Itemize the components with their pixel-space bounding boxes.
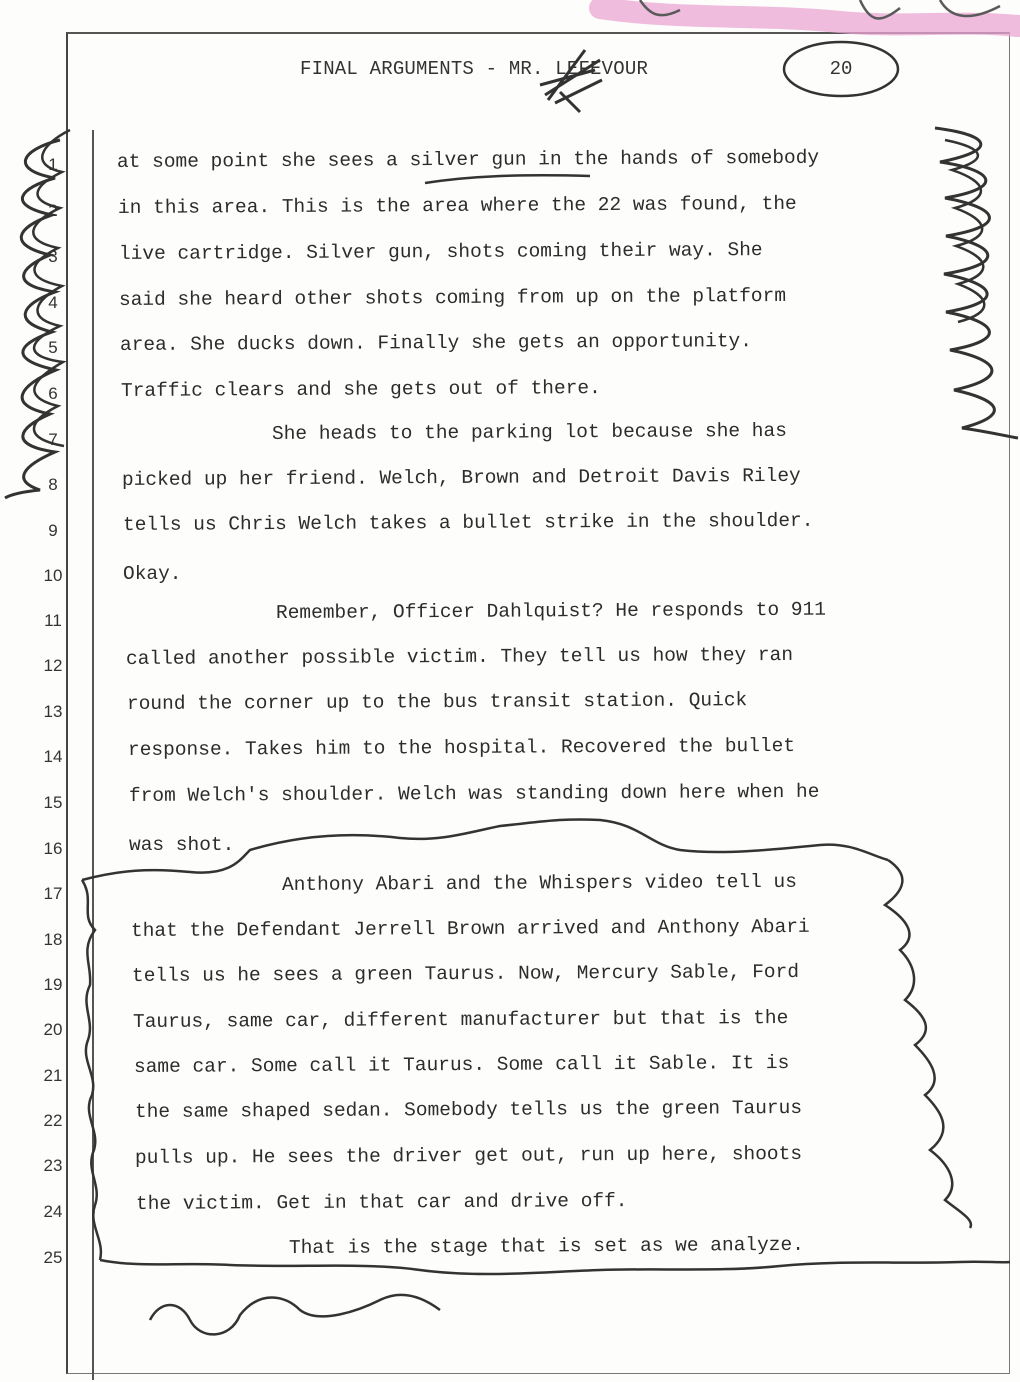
line-number: 8 xyxy=(48,475,58,494)
transcript-line: from Welch's shoulder. Welch was standing down here when he xyxy=(128,780,820,807)
transcript-line: live cartridge. Silver gun, shots coming their way. She xyxy=(118,239,763,265)
line-number: 7 xyxy=(48,430,58,449)
transcript-line: the same shaped sedan. Somebody tells us the green Taurus xyxy=(134,1096,803,1123)
transcript-line: same car. Some call it Taurus. Some call it Sable. It is xyxy=(133,1051,790,1078)
transcript-line: the victim. Get in that car and drive off. xyxy=(135,1189,628,1215)
line-number: 9 xyxy=(48,521,58,540)
transcript-line: said she heard other shots coming from up on the platform xyxy=(118,284,787,311)
transcript-line: Taurus, same car, different manufacturer but that is the xyxy=(132,1006,789,1033)
pen-mark xyxy=(640,0,1000,18)
transcript-line: called another possible victim. They tell us how they ran xyxy=(125,643,794,670)
line-number: 5 xyxy=(48,338,58,357)
line-number: 22 xyxy=(43,1111,63,1130)
line-number: 19 xyxy=(43,975,63,994)
transcript-line: She heads to the parking lot because she has xyxy=(271,419,787,445)
page-number: 20 xyxy=(829,58,853,80)
line-number: 21 xyxy=(43,1066,63,1085)
line-number: 10 xyxy=(43,566,63,585)
transcript-line: Remember, Officer Dahlquist? He responds to 911 xyxy=(275,598,827,624)
line-number: 4 xyxy=(48,293,58,312)
transcript-line: that the Defendant Jerrell Brown arrived and Anthony Abari xyxy=(130,915,810,942)
highlighter-mark xyxy=(600,8,1018,26)
line-number: 14 xyxy=(43,747,63,766)
transcript-line: Okay. xyxy=(123,563,182,585)
transcript-line: pulls up. He sees the driver get out, run up here, shoots xyxy=(134,1142,803,1169)
line-number: 24 xyxy=(43,1202,63,1221)
page-header: FINAL ARGUMENTS - MR. LEFEVOUR xyxy=(300,58,649,80)
transcript-line: picked up her friend. Welch, Brown and Detroit Davis Riley xyxy=(121,464,801,491)
transcript-line: area. She ducks down. Finally she gets an opportunity. xyxy=(119,330,752,356)
transcript-line: tells us Chris Welch takes a bullet strike in the shoulder. xyxy=(122,509,814,536)
transcript-line: That is the stage that is set as we analyze. xyxy=(288,1233,804,1259)
line-number: 2 xyxy=(48,201,58,220)
line-number: 23 xyxy=(43,1156,63,1175)
line-number: 11 xyxy=(44,611,62,630)
line-number: 1 xyxy=(48,155,58,174)
transcript-line: response. Takes him to the hospital. Recovered the bullet xyxy=(127,734,796,761)
transcript-line: tells us he sees a green Taurus. Now, Mercury Sable, Ford xyxy=(131,960,800,987)
line-number: 20 xyxy=(43,1020,63,1039)
margin-rule xyxy=(92,130,94,1380)
transcript-line: Anthony Abari and the Whispers video tell us xyxy=(281,870,797,896)
line-number: 13 xyxy=(43,702,63,721)
line-number: 16 xyxy=(43,839,63,858)
line-number: 17 xyxy=(43,884,63,903)
transcript-line: at some point she sees a silver gun in the hands of somebody xyxy=(116,146,820,173)
transcript-line: round the corner up to the bus transit station. Quick xyxy=(126,689,748,715)
line-number: 18 xyxy=(43,930,63,949)
line-number: 12 xyxy=(43,656,63,675)
transcript-line: was shot. xyxy=(129,834,235,856)
transcript-line: Traffic clears and she gets out of there. xyxy=(120,377,601,402)
transcript-line: in this area. This is the area where the 22 was found, the xyxy=(117,192,797,219)
line-number: 6 xyxy=(48,384,58,403)
line-number: 25 xyxy=(43,1248,63,1267)
line-number: 15 xyxy=(43,793,63,812)
line-number: 3 xyxy=(48,247,58,266)
